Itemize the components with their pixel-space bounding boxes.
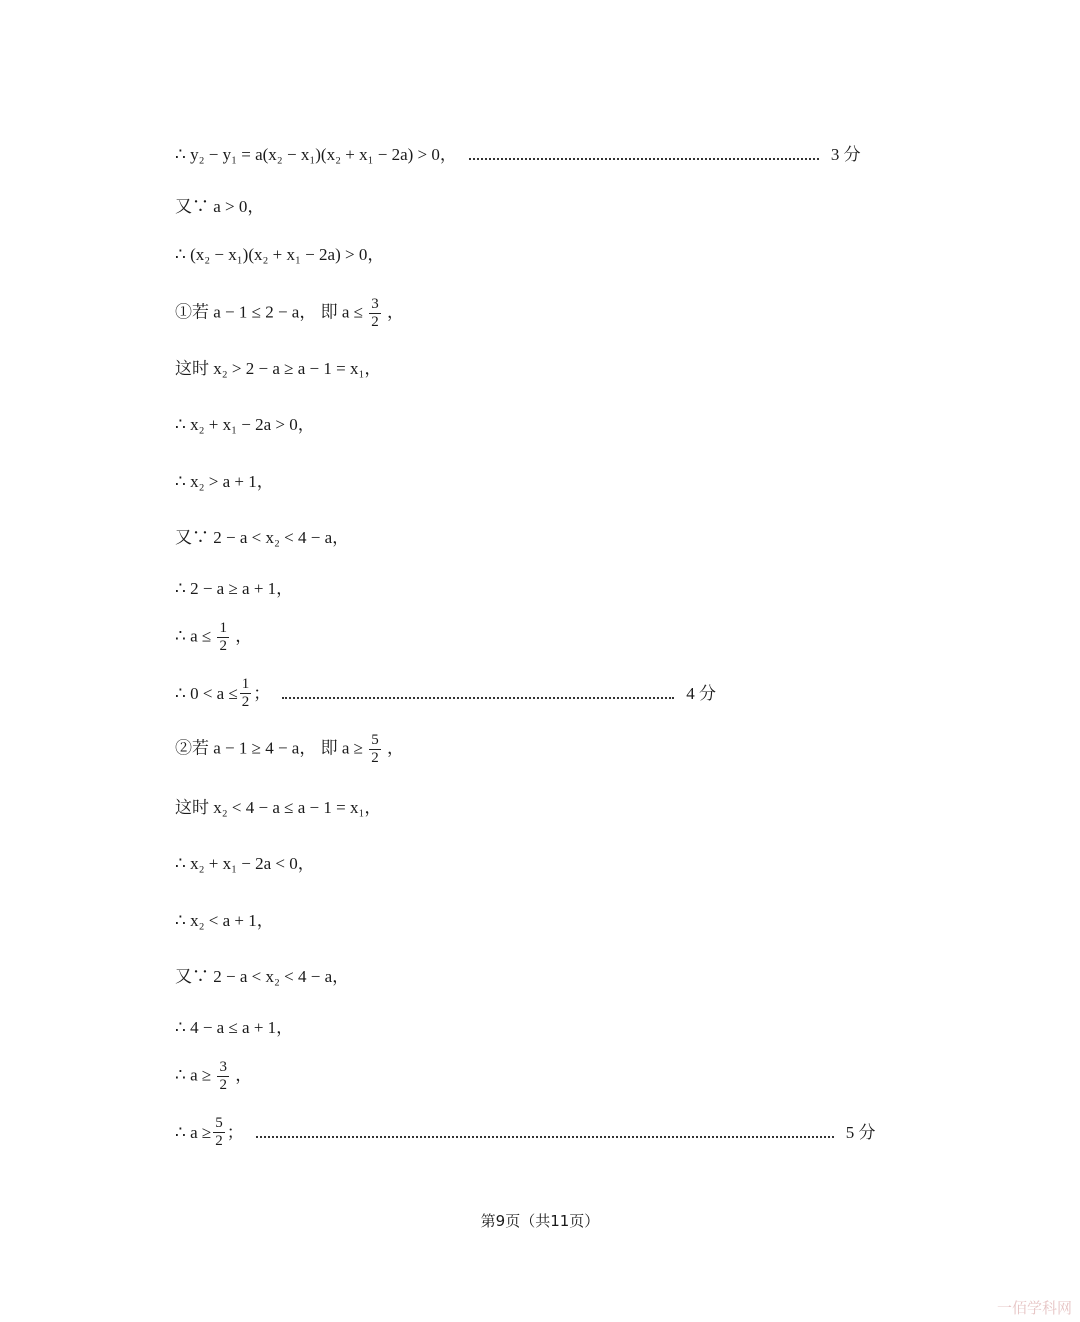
solution-line-16 — [175, 965, 349, 989]
solution-line-10 — [175, 620, 252, 655]
solution-line-3 — [175, 243, 384, 267]
solution-line-6 — [175, 413, 315, 437]
fraction — [369, 732, 381, 767]
math-text: ②若 a − 1 ≥ 4 − a， 即 a ≥ — [175, 738, 363, 758]
math-text: ， — [235, 626, 253, 646]
solution-line-18 — [175, 1059, 252, 1094]
math-text: 这时 x₂ < 4 − a ≤ a − 1 = x₁， — [175, 798, 382, 817]
fraction-denominator: 2 — [215, 1133, 223, 1149]
math-text: 又∵ 2 − a < x₂ < 4 − a， — [175, 967, 350, 986]
solution-line-15 — [175, 909, 274, 933]
watermark: 一佰学科网 — [996, 1299, 1072, 1317]
solution-line-14 — [175, 852, 315, 876]
solution-line-19 — [175, 1115, 875, 1150]
math-text: ∴ x₂ + x₁ − 2a > 0， — [175, 415, 315, 434]
fraction-numerator: 3 — [219, 1059, 227, 1075]
solution-line-8 — [175, 526, 349, 550]
math-text: ∴ x₂ < a + 1， — [175, 911, 274, 930]
solution-line-1 — [175, 143, 861, 167]
math-text: 这时 x₂ > 2 − a ≥ a − 1 = x₁， — [175, 359, 382, 378]
solution-line-12 — [175, 732, 404, 767]
fraction-numerator: 1 — [219, 620, 227, 636]
solution-line-4 — [175, 296, 404, 331]
fraction-numerator: 3 — [371, 296, 379, 312]
math-text: ①若 a − 1 ≤ 2 − a， 即 a ≤ — [175, 302, 363, 322]
math-text: ； — [253, 683, 271, 703]
fraction — [240, 676, 252, 711]
fraction — [369, 296, 381, 331]
solution-line-5 — [175, 357, 381, 381]
math-text: 又∵ a > 0， — [175, 197, 265, 216]
solution-line-7 — [175, 470, 274, 494]
math-text: ∴ 4 − a ≤ a + 1， — [175, 1018, 294, 1037]
fraction — [217, 620, 229, 655]
fraction-numerator: 1 — [241, 676, 250, 692]
score-label: 5 分 — [845, 1122, 876, 1142]
math-text: 又∵ 2 − a < x₂ < 4 − a， — [175, 528, 350, 547]
score-label: 4 分 — [686, 683, 717, 703]
math-text: ∴ 0 < a ≤ — [175, 683, 238, 703]
math-text: ∴ a ≥ — [175, 1065, 212, 1085]
fraction — [213, 1115, 225, 1150]
dot-leader — [256, 1136, 834, 1138]
dot-leader — [282, 697, 674, 699]
solution-line-11 — [175, 676, 716, 711]
fraction-denominator: 2 — [219, 638, 227, 654]
math-text: ∴ a ≤ — [175, 626, 212, 646]
fraction-denominator: 2 — [371, 314, 379, 330]
solution-line-17 — [175, 1016, 293, 1040]
fraction-numerator: 5 — [215, 1115, 223, 1131]
dot-leader — [469, 158, 819, 160]
fraction-numerator: 5 — [371, 732, 379, 748]
math-text: ∴ 2 − a ≥ a + 1， — [175, 579, 294, 598]
math-text: ∴ a ≥ — [175, 1122, 212, 1142]
solution-line-2 — [175, 195, 264, 219]
fraction-denominator: 2 — [371, 750, 379, 766]
math-text: ， — [386, 738, 404, 758]
math-text: ∴ x₂ > a + 1， — [175, 472, 274, 491]
score-label: 3 分 — [830, 145, 861, 164]
math-text: ∴ x₂ + x₁ − 2a < 0， — [175, 854, 315, 873]
math-text: ， — [235, 1065, 253, 1085]
fraction-denominator: 2 — [241, 694, 250, 710]
page-footer: 第9页（共11页） — [480, 1212, 600, 1230]
solution-line-13 — [175, 796, 381, 820]
math-text: ∴ y₂ − y₁ = a(x₂ − x₁)(x₂ + x₁ − 2a) > 0， — [175, 145, 457, 164]
math-text: ， — [386, 302, 404, 322]
solution-line-9 — [175, 577, 293, 601]
math-text: ； — [226, 1122, 244, 1142]
fraction — [217, 1059, 229, 1094]
fraction-denominator: 2 — [219, 1077, 227, 1093]
math-text: ∴ (x₂ − x₁)(x₂ + x₁ − 2a) > 0， — [175, 245, 385, 264]
